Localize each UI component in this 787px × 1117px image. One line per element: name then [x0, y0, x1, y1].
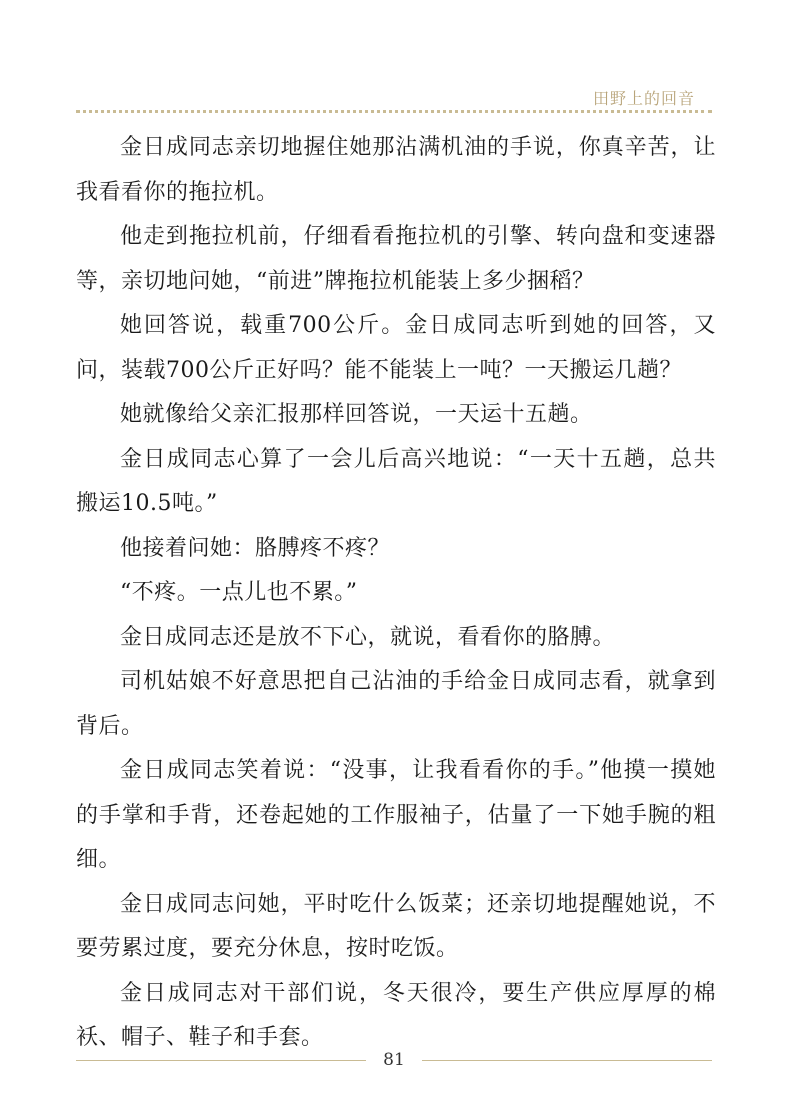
paragraph: 金日成同志问她，平时吃什么饭菜；还亲切地提醒她说，不要劳累过度，要充分休息，按时吃饭。: [76, 891, 716, 961]
paragraph: 金日成同志对干部们说，冬天很冷，要生产供应厚厚的棉袄、帽子、鞋子和手套。: [76, 980, 716, 1050]
paragraph: 她回答说，载重700公斤。金日成同志听到她的回答，又问，装载700公斤正好吗？能不能装上一吨？一天搬运几趟？: [76, 313, 716, 383]
paragraph: 司机姑娘不好意思把自己沾油的手给金日成同志看，就拿到背后。: [76, 669, 716, 739]
running-head-title: 田野上的回音: [592, 89, 695, 108]
header-dotted-rule: [76, 110, 712, 113]
body-text: [76, 126, 716, 1061]
page-number: 81: [383, 1050, 405, 1070]
paragraph: 他接着问她：胳膊疼不疼？: [120, 535, 391, 561]
paragraph: 他走到拖拉机前，仔细看看拖拉机的引擎、转向盘和变速器等，亲切地问她，“前进”牌拖拉机能装上多少捆稻？: [76, 224, 716, 294]
footer-rule-right: [422, 1060, 712, 1061]
paragraph: 金日成同志笑着说：“没事，让我看看你的手。”他摸一摸她的手掌和手背，还卷起她的工作服袖子，估量了一下她手腕的粗细。: [76, 758, 716, 872]
paragraph: 她就像给父亲汇报那样回答说，一天运十五趟。: [120, 402, 593, 427]
paragraph: 金日成同志还是放不下心，就说，看看你的胳膊。: [120, 624, 616, 650]
paragraph: 金日成同志亲切地握住她那沾满机油的手说，你真辛苦，让我看看你的拖拉机。: [76, 135, 716, 205]
paragraph: “不疼。一点儿也不累。”: [120, 580, 358, 605]
paragraph: 金日成同志心算了一会儿后高兴地说：“一天十五趟，总共搬运10.5吨。”: [76, 446, 716, 516]
page-footer: [76, 1048, 712, 1072]
